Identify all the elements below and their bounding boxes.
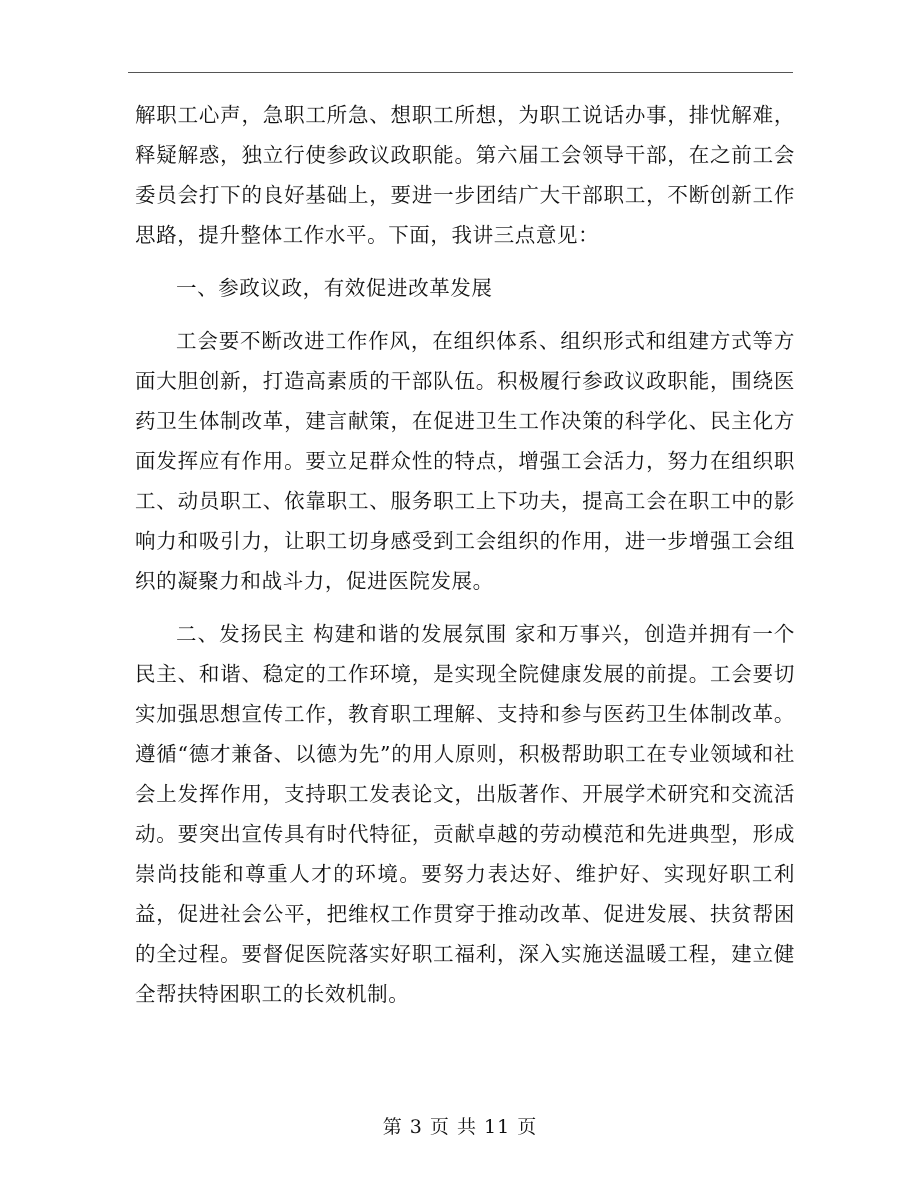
document-body — [135, 95, 795, 1014]
paragraph-continuation: 解职工心声，急职工所急、想职工所想，为职工说话办事，排忧解难，释疑解惑，独立行使参政议政职能。第六届工会领导干部，在之前工会委员会打下的良好基础上，要进一步团结广大干部职工，不断创新工作思路，提升整体工作水平。下面，我讲三点意见： — [135, 103, 795, 247]
paragraph-section-2: 二、发扬民主 构建和谐的发展氛围 家和万事兴，创造并拥有一个民主、和谐、稳定的工作环境，是实现全院健康发展的前提。工会要切实加强思想宣传工作，教育职工理解、支持和参与医药卫生体制改革。遵循“德才兼备、以德为先”的用人原则，积极帮助职工在专业领域和社会上发挥作用，支持职工发表论文，出版著作、开展学术研究和交流活动。要突出宣传具有时代特征，贡献卓越的劳动模范和先进典型，形成崇尚技能和尊重人才的环境。要努力表达好、维护好、实现好职工利益，促进社会公平，把维权工作贯穿于推动改革、促进发展、扶贫帮困的全过程。要督促医院落实好职工福利，深入实施送温暖工程，建立健全帮扶特困职工的长效机制。 — [135, 622, 795, 1006]
page-number: 第 3 页 共 11 页 — [382, 1116, 538, 1138]
header-rule — [128, 72, 793, 73]
paragraph-section-1: 工会要不断改进工作作风，在组织体系、组织形式和组建方式等方面大胆创新，打造高素质的干部队伍。积极履行参政议政职能，围绕医药卫生体制改革，建言献策，在促进卫生工作决策的科学化、民主化方面发挥应有作用。要立足群众性的特点，增强工会活力，努力在组织职工、动员职工、依靠职工、服务职工上下功夫，提高工会在职工中的影响力和吸引力，让职工切身感受到工会组织的作用，进一步增强工会组织的凝聚力和战斗力，促进医院发展。 — [135, 329, 795, 593]
section-heading-1: 一、参政议政，有效促进改革发展 — [176, 276, 493, 300]
